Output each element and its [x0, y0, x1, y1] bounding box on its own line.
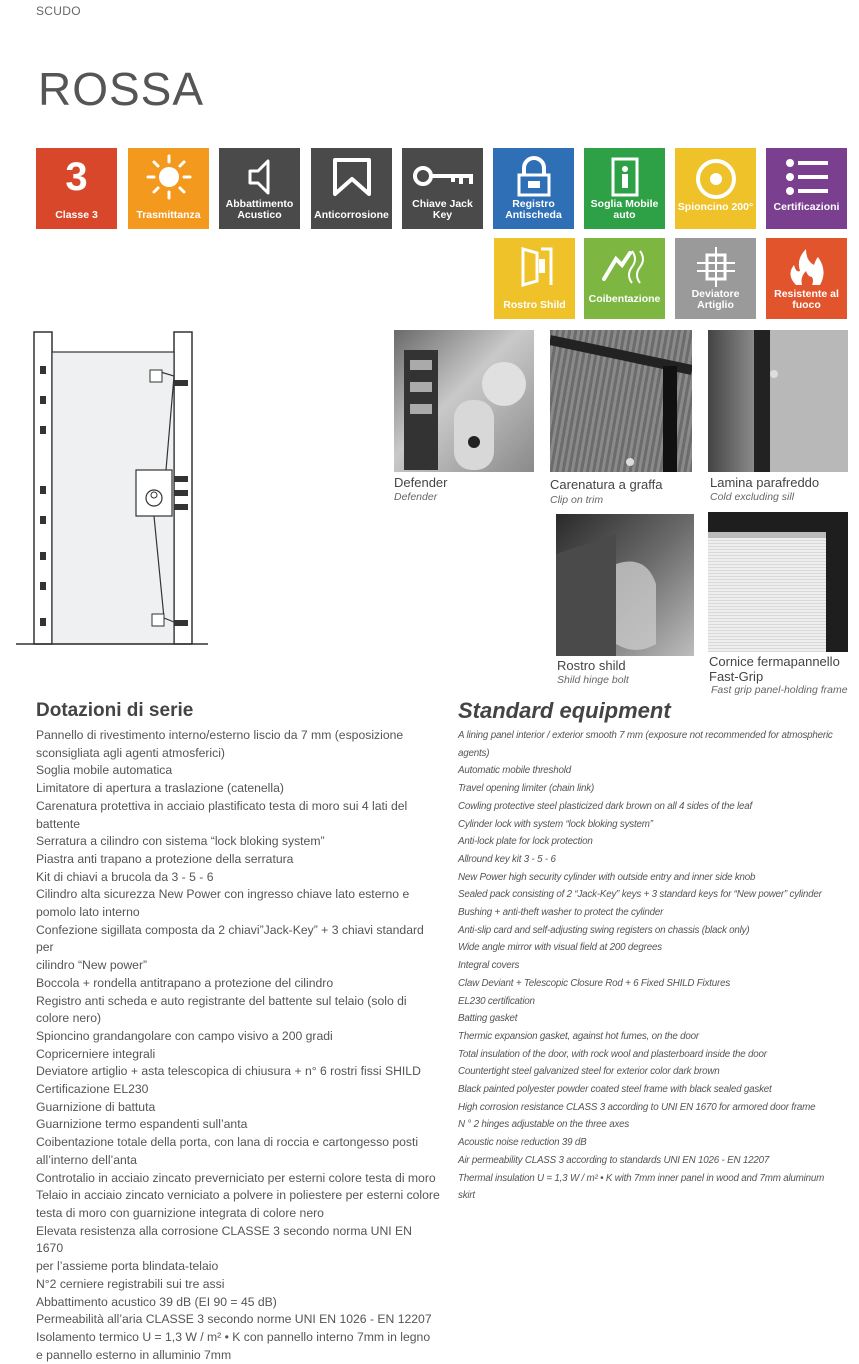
standard-heading-en: Standard equipment [458, 698, 671, 723]
class-3-icon: 3 [65, 154, 88, 199]
list-item: Copricerniere integrali [36, 1046, 156, 1061]
hinge-bolt-icon [494, 244, 575, 290]
feature-tile-soglia-mobile-auto [584, 148, 665, 229]
photo-title: Lamina parafreddo [710, 475, 820, 490]
list-item: Integral covers [458, 960, 520, 972]
list-item: Controtalio in acciaio zincato preverniciato per esterni colore testa di moro [36, 1170, 436, 1185]
feature-label: Certificazioni [773, 201, 840, 213]
list-item: Countertight steel galvanized steel for exterior color dark brown [458, 1066, 720, 1078]
feature-label: Rostro Shild [503, 299, 566, 311]
shield-icon [311, 154, 392, 200]
fire-icon [766, 244, 847, 290]
list-item: Telaio in acciaio zincato verniciato a polvere in poliestere per esterni colore [36, 1188, 440, 1203]
photo-title: Carenatura a graffa [550, 477, 663, 492]
feature-tile-resistente-fuoco [766, 238, 847, 319]
list-item: skirt [458, 1190, 475, 1202]
list-item: Permeabilità all’aria CLASSE 3 secondo norme UNI EN 1026 - EN 12207 [36, 1312, 432, 1327]
feature-label: Abbattimento Acustico [225, 198, 294, 221]
list-item: Allround key kit 3 - 5 - 6 [458, 853, 556, 865]
feature-label: Registro Antischeda [505, 198, 562, 221]
list-item: Anti-slip card and self-adjusting swing registers on chassis (black only) [458, 924, 750, 936]
photo-defender [394, 330, 534, 472]
photo-title: Rostro shild [557, 658, 626, 673]
photo-clip-on-trim [550, 330, 692, 472]
door-threshold-icon [584, 154, 665, 200]
photo-fast-grip-frame [708, 512, 848, 652]
feature-tile-coibentazione [584, 238, 665, 319]
feature-tile-registro-antischeda [493, 148, 574, 229]
photo-subtitle: Shild hinge bolt [557, 674, 629, 686]
list-item: New Power high security cylinder with outside entry and inner side knob [458, 871, 756, 883]
list-item: Air permeability CLASS 3 according to standards UNI EN 1026 - EN 12207 [458, 1154, 770, 1166]
list-item: Piastra anti trapano a protezione della serratura [36, 851, 294, 866]
list-item: Anti-lock plate for lock protection [458, 836, 593, 848]
brand-label: SCUDO [36, 4, 81, 18]
lock-icon [493, 154, 574, 200]
list-item: Certificazione EL230 [36, 1082, 149, 1097]
list-item: Elevata resistenza alla corrosione CLASSE 3 secondo norma UNI EN 1670 [36, 1223, 412, 1256]
list-item: Wide angle mirror with visual field at 200 degrees [458, 942, 662, 954]
feature-tile-anticorrosione [311, 148, 392, 229]
list-item: Guarnizione di battuta [36, 1099, 156, 1114]
list-item: Coibentazione totale della porta, con lana di roccia e cartongesso posti all’interno dell’anta [36, 1135, 419, 1167]
peephole-icon [675, 156, 756, 202]
insulation-icon [584, 244, 665, 290]
feature-label: Resistente al fuoco [774, 288, 839, 311]
photo-subtitle: Defender [394, 491, 438, 503]
photo-subtitle: Clip on trim [550, 494, 604, 506]
list-item: Total insulation of the door, with rock wool and plasterboard inside the door [458, 1048, 767, 1060]
list-item: Guarnizione termo espandenti sull’anta [36, 1117, 248, 1132]
photo-title: Defender [394, 475, 448, 490]
photo-subtitle: Cold excluding sill [710, 491, 795, 503]
feature-label: Deviatore Artiglio [691, 288, 740, 311]
list-item: testa di moro con guarnizione integrata di colore nero [36, 1205, 324, 1220]
list-item: Cylinder lock with system “lock bloking system” [458, 818, 653, 830]
page-title: ROSSA [38, 63, 205, 115]
list-item: Thermal insulation U = 1,3 W / m² • K with 7mm inner panel in wood and 7mm aluminum [458, 1172, 825, 1184]
speaker-icon [219, 154, 300, 200]
list-item: Acoustic noise reduction 39 dB [458, 1137, 587, 1149]
list-item: e pannello esterno in alluminio 7mm [36, 1347, 232, 1362]
list-item: EL230 certification [458, 995, 535, 1007]
feature-label: Spioncino 200° [677, 201, 754, 213]
list-item: Confezione sigillata composta da 2 chiavi”Jack-Key” + 3 chiavi standard per [36, 922, 424, 955]
list-item: High corrosion resistance CLASS 3 according to UNI EN 1670 for armored door frame [458, 1101, 816, 1113]
feature-label: Chiave Jack Key [412, 198, 473, 221]
list-item: Kit di chiavi a brucola da 3 - 5 - 6 [36, 869, 214, 884]
list-item: Automatic mobile threshold [458, 765, 571, 777]
list-item: Isolamento termico U = 1,3 W / m² • K con pannello interno 7mm in legno [36, 1329, 431, 1344]
list-item: Batting gasket [458, 1013, 518, 1025]
list-item: Pannello di rivestimento interno/esterno liscio da 7 mm (esposizione [36, 728, 404, 742]
standard-list-it [36, 727, 441, 1364]
photo-shild-hinge-bolt [556, 514, 694, 656]
list-item: per l’assieme porta blindata-telaio [36, 1259, 219, 1274]
list-item: Cowling protective steel plasticized dark brown on all 4 sides of the leaf [458, 800, 752, 812]
feature-tile-chiave-jack-key [402, 148, 483, 229]
list-item: Cilindro alta sicurezza New Power con ingresso chiave lato esterno e [36, 887, 410, 902]
list-item: Soglia mobile automatica [36, 763, 173, 778]
list-item: agents) [458, 747, 490, 759]
feature-tile-spioncino [675, 148, 756, 229]
feature-tile-rostro-shild [494, 238, 575, 319]
list-item: pomolo lato interno [36, 905, 140, 920]
feature-label: Classe 3 [55, 209, 98, 221]
photo-subtitle: Fast grip panel-holding frame [711, 684, 848, 696]
photo-title: Cornice fermapannello Fast-Grip [709, 654, 840, 684]
list-item: Limitatore di apertura a traslazione (catenella) [36, 781, 284, 796]
list-item: Carenatura protettiva in acciaio plastificato testa di moro sui 4 lati del battente [36, 798, 408, 831]
photo-cold-excluding-sill [708, 330, 848, 472]
lock-handle-icon [394, 330, 534, 472]
list-item: Serratura a cilindro con sistema “lock bloking system” [36, 834, 325, 849]
feature-label: Coibentazione [588, 293, 661, 305]
list-item: N°2 cerniere registrabili sui tre assi [36, 1276, 225, 1291]
feature-label: Anticorrosione [314, 209, 389, 221]
list-item: Boccola + rondella antitrapano a protezione del cilindro [36, 975, 334, 990]
list-item: Travel opening limiter (chain link) [458, 783, 595, 795]
feature-label: Soglia Mobile auto [590, 198, 659, 221]
list-icon [766, 154, 847, 200]
list-item: Thermic expansion gasket, against hot fumes, on the door [458, 1030, 699, 1042]
key-icon [402, 154, 483, 200]
list-item: Registro anti scheda e auto registrante del battente sul telaio (solo di colore nero) [36, 993, 407, 1026]
list-item: cilindro “New power” [36, 958, 148, 973]
sun-icon [128, 154, 209, 200]
feature-label: Trasmittanza [136, 209, 201, 221]
feature-tile-certificazioni [766, 148, 847, 229]
list-item: Deviatore artiglio + asta telescopica di chiusura + n° 6 rostri fissi SHILD [36, 1064, 421, 1079]
list-item: sconsigliata agli agenti atmosferici) [36, 745, 225, 760]
feature-tile-classe-3 [36, 148, 117, 229]
list-item: N ° 2 hinges adjustable on the three axes [458, 1119, 630, 1131]
feature-tile-deviatore-artiglio [675, 238, 756, 319]
feature-tile-abbattimento-acustico [219, 148, 300, 229]
deviator-icon [675, 244, 756, 290]
list-item: Sealed pack consisting of 2 “Jack-Key” keys + 3 standard keys for “New power” cylinder [458, 889, 822, 901]
list-item: Black painted polyester powder coated steel frame with black sealed gasket [458, 1084, 772, 1096]
list-item: Abbattimento acustico 39 dB (EI 90 = 45 dB) [36, 1294, 277, 1309]
standard-heading-it: Dotazioni di serie [36, 700, 194, 721]
feature-tile-trasmittanza [128, 148, 209, 229]
standard-list-en [458, 727, 848, 1205]
list-item: Spioncino grandangolare con campo visivo a 200 gradi [36, 1028, 333, 1043]
list-item: A lining panel interior / exterior smooth 7 mm (exposure not recommended for atmospheric [458, 730, 833, 741]
list-item: Claw Deviant + Telescopic Closure Rod + 6 Fixed SHILD Fixtures [458, 977, 731, 989]
door-diagram [16, 330, 210, 648]
list-item: Bushing + anti-theft washer to protect the cylinder [458, 907, 664, 919]
